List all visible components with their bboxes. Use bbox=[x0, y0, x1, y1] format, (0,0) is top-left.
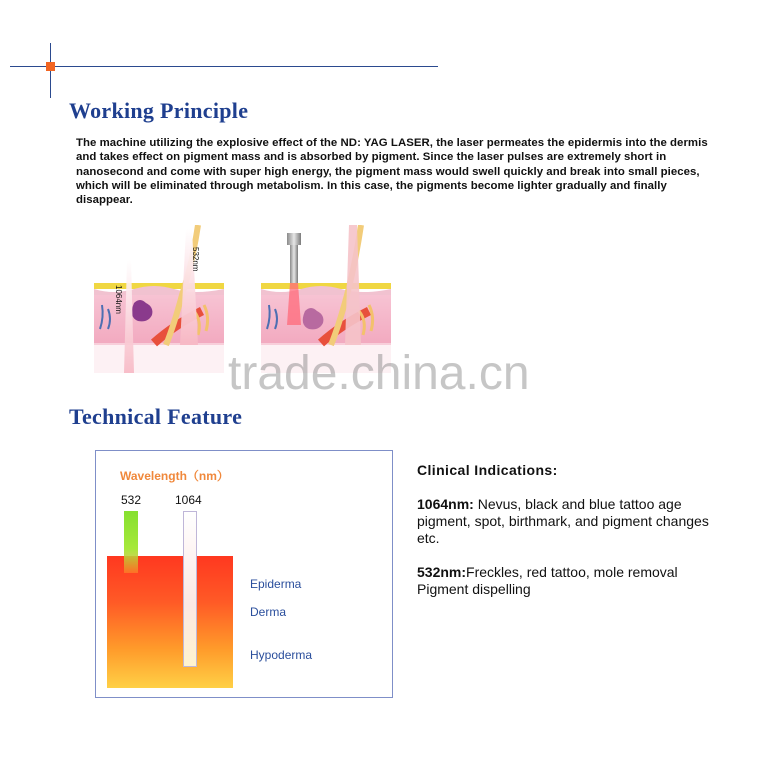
clinical-indications-title: Clinical Indications: bbox=[417, 462, 558, 478]
watermark: trade.china.cn bbox=[228, 347, 530, 400]
clinical-indications bbox=[417, 462, 717, 615]
indication-1064 bbox=[417, 496, 717, 547]
layer-label-derma: Derma bbox=[250, 605, 287, 619]
header-marker bbox=[46, 62, 55, 71]
indication-text: Freckles, red tattoo, mole removal Pigment dispelling bbox=[417, 564, 678, 597]
beam-label-532: 532nm bbox=[191, 247, 200, 272]
indication-532 bbox=[417, 564, 717, 598]
layer-label-epiderma: Epiderma bbox=[250, 577, 302, 591]
penetration-bar-532 bbox=[124, 511, 138, 573]
wavelength-title: Wavelength（nm） bbox=[120, 469, 229, 483]
wavelength-label-532: 532 bbox=[121, 493, 142, 507]
skin-illustration-wavelengths bbox=[94, 225, 224, 373]
skin-layer-gradient bbox=[107, 556, 233, 688]
working-principle-title: Working Principle bbox=[69, 98, 249, 123]
indication-key: 1064nm: bbox=[417, 496, 474, 512]
working-principle-text: The machine utilizing the explosive effect of the ND: YAG LASER, the laser permeates the epidermis into the dermis and takes effect on pigment mass and is absorbed by pigment. Since the laser pulses are extremely short in nanosecond and come with super high energy, the pigment mass would swell quickly and break into small pieces, which will be eliminated through metabolism. In this case, the pigments become lighter gradually and finally disappear. bbox=[76, 137, 708, 207]
beam-label-1064: 1064nm bbox=[114, 285, 123, 314]
layer-label-hypoderma: Hypoderma bbox=[250, 648, 313, 662]
wavelength-label-1064: 1064 bbox=[175, 493, 202, 507]
header-rule bbox=[10, 66, 438, 67]
wavelength-diagram bbox=[95, 450, 393, 698]
technical-feature-title: Technical Feature bbox=[69, 404, 243, 429]
indication-key: 532nm: bbox=[417, 564, 467, 580]
indication-text: Nevus, black and blue tattoo age pigment, spot, birthmark, and pigment changes etc. bbox=[417, 496, 709, 546]
penetration-bar-1064 bbox=[183, 511, 197, 667]
